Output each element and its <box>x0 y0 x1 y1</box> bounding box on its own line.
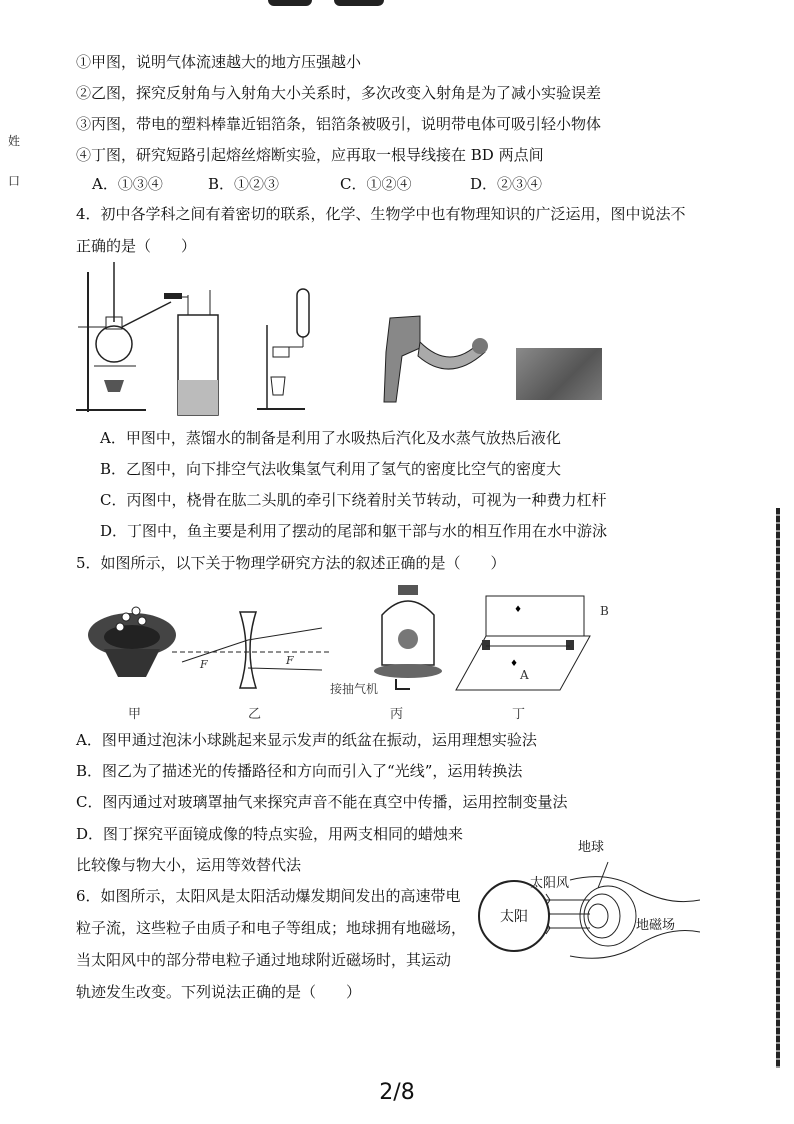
q5-focus-label: F <box>200 658 208 671</box>
prev-item: ④丁图，研究短路引起熔丝熔断实验，应再取一根导线接在 BD 两点间 <box>76 146 544 164</box>
q4-figure-gas-collection <box>160 285 260 425</box>
q5-point-b: B <box>600 604 609 618</box>
svg-text:♦: ♦ <box>510 659 519 669</box>
q4-figure-arm-lever <box>340 312 490 412</box>
q5-fig-label: 丁 <box>512 707 526 722</box>
q5-option-b: B．图乙为了描述光的传播路径和方向而引入了“光线”，运用转换法 <box>76 762 523 780</box>
q5-fig-label: 乙 <box>248 707 262 722</box>
q4-figure-downward-air <box>255 285 325 415</box>
q5-figure-bell-jar <box>368 585 448 695</box>
q5-figure-speaker <box>82 605 182 685</box>
prev-option-a: A．①③④ <box>92 175 163 193</box>
q4-stem: 4．初中各学科之间有着密切的联系，化学、生物学中也有物理知识的广泛运用，图中说法不 <box>76 205 686 223</box>
prev-item: ①甲图，说明气体流速越大的地方压强越小 <box>76 53 362 71</box>
q6-stem: 6．如图所示，太阳风是太阳活动爆发期间发出的高速带电 <box>76 887 461 905</box>
q5-pump-label: 接抽气机 <box>330 682 379 696</box>
q4-option-a: A．甲图中，蒸馏水的制备是利用了水吸热后汽化及水蒸气放热后液化 <box>100 429 561 447</box>
q5-fig-label: 丙 <box>390 707 404 722</box>
prev-item: ③丙图，带电的塑料棒靠近铝箔条，铝箔条被吸引，说明带电体可吸引轻小物体 <box>76 115 602 133</box>
q5-figure-mirror-setup <box>452 590 592 700</box>
q5-fig-label: 甲 <box>128 707 142 722</box>
q4-figure-fish-photo <box>516 348 602 400</box>
top-scan-mark <box>268 0 312 6</box>
q6-stem: 轨迹发生改变。下列说法正确的是（ ） <box>76 983 362 1001</box>
q6-solar-wind-label: 太阳风 <box>530 876 570 891</box>
q6-field-label: 地磁场 <box>636 918 676 933</box>
q5-point-a: A <box>520 668 529 682</box>
margin-mark: 姓 <box>8 134 21 148</box>
q5-option-d: D．图丁探究平面镜成像的特点实验，用两支相同的蜡烛来 <box>76 825 464 843</box>
q6-stem: 粒子流，这些粒子由质子和电子等组成；地球拥有地磁场， <box>76 919 467 937</box>
margin-mark: 口 <box>8 174 21 188</box>
q5-option-c: C．图丙通过对玻璃罩抽气来探究声音不能在真空中传播，运用控制变量法 <box>76 793 568 811</box>
top-scan-mark <box>334 0 384 6</box>
q5-focus-label: F <box>286 654 294 667</box>
q6-earth-label: 地球 <box>578 840 605 855</box>
q4-stem-cont: 正确的是（ ） <box>76 237 197 255</box>
prev-item: ②乙图，探究反射角与入射角大小关系时，多次改变入射角是为了减小实验误差 <box>76 84 602 102</box>
q5-option-d-cont: 比较像与物大小，运用等效替代法 <box>76 856 302 874</box>
page-number: 2/8 <box>379 1080 415 1105</box>
prev-option-c: C．①②④ <box>340 175 412 193</box>
q4-option-b: B．乙图中，向下排空气法收集氢气利用了氢气的密度比空气的密度大 <box>100 460 562 478</box>
prev-option-d: D．②③④ <box>470 175 543 193</box>
q4-option-d: D．丁图中，鱼主要是利用了摆动的尾部和躯干部与水的相互作用在水中游泳 <box>100 522 608 540</box>
q5-option-a: A．图甲通过泡沫小球跳起来显示发声的纸盆在振动，运用理想实验法 <box>76 731 537 749</box>
q4-option-c: C．丙图中，桡骨在肱二头肌的牵引下绕着肘关节转动，可视为一种费力杠杆 <box>100 491 607 509</box>
q6-stem: 当太阳风中的部分带电粒子通过地球附近磁场时，其运动 <box>76 951 452 969</box>
q5-stem: 5．如图所示，以下关于物理学研究方法的叙述正确的是（ ） <box>76 554 506 572</box>
q6-sun: 太阳 <box>478 880 550 952</box>
prev-option-b: B．①②③ <box>208 175 280 193</box>
q5-figure-concave-lens <box>172 610 332 690</box>
scan-edge-bar <box>776 508 780 1068</box>
svg-text:♦: ♦ <box>514 605 523 615</box>
